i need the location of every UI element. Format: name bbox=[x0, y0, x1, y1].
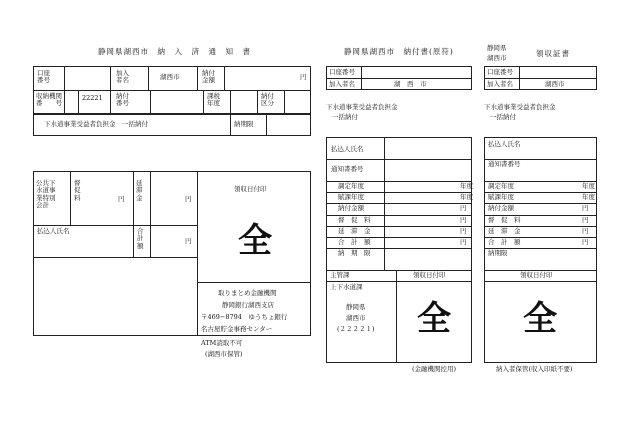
right-stamp-mark: 全 bbox=[523, 299, 557, 339]
left-payer-label: 加入 者名 bbox=[116, 69, 129, 85]
middle-row-label: 納 期 限 bbox=[338, 249, 371, 258]
middle-dept-1: 上下水道課 bbox=[330, 283, 363, 291]
middle-dept-2: 静岡県 bbox=[346, 303, 366, 311]
left-penalty-label: 督 促 料 bbox=[74, 179, 81, 202]
left-paytype-label: 納付 区分 bbox=[261, 92, 274, 108]
right-row-unit: 円 bbox=[582, 215, 589, 224]
right-stamp-label: 領収日付印 bbox=[520, 271, 553, 279]
right-city-1: 静岡県 bbox=[487, 44, 507, 52]
left-bank-1: 取りまとめ金融機関 bbox=[218, 289, 277, 297]
middle-row-label: 納付金額 bbox=[338, 204, 364, 213]
middle-payer-label: 加入者名 bbox=[329, 80, 355, 88]
left-subject: 下水道事業受益者負担金 一括納付 bbox=[44, 120, 148, 128]
left-arrears-label: 延 滞 金 bbox=[136, 179, 143, 202]
left-account-label: 口座 番号 bbox=[37, 69, 50, 85]
left-yen: 円 bbox=[300, 73, 307, 81]
left-yen-1: 円 bbox=[118, 195, 125, 203]
middle-row-label: 合 計 額 bbox=[338, 238, 371, 246]
left-total-label: 合 計 額 bbox=[137, 227, 144, 250]
middle-footer: (金融機関控用) bbox=[412, 365, 457, 373]
left-stamp-mark: 全 bbox=[238, 221, 272, 261]
middle-title: 静岡県湖西市 納付書(原符) bbox=[344, 47, 454, 56]
middle-row-unit: 円 bbox=[460, 204, 467, 213]
right-subject-1: 下水道事業受益者負担金 bbox=[484, 103, 556, 111]
middle-row-unit: 円 bbox=[460, 226, 467, 235]
left-inst-value: 22221 bbox=[82, 94, 103, 102]
middle-dept-label: 主管課 bbox=[330, 271, 350, 279]
left-payer-name-label: 払込人氏名 bbox=[37, 227, 70, 235]
middle-row-label: 賦課年度 bbox=[338, 193, 364, 202]
middle-row-label: 調定年度 bbox=[338, 182, 364, 190]
left-atm: ATM読取不可 bbox=[201, 339, 243, 347]
middle-payer-name-label: 払込人氏名 bbox=[331, 145, 364, 153]
left-payer-value: 湖西市 bbox=[160, 73, 180, 81]
right-account-label: 口座番号 bbox=[487, 68, 513, 76]
right-notice-no-label: 通知書番号 bbox=[488, 160, 521, 168]
middle-row-label: 延 滞 金 bbox=[338, 226, 371, 235]
right-row-label: 納付金額 bbox=[488, 204, 514, 213]
left-keep: (湖西市保管) bbox=[205, 350, 243, 358]
left-due-label: 納期限 bbox=[234, 120, 254, 128]
left-amount-label: 納付 金額 bbox=[202, 69, 215, 85]
left-bank-2: 静岡銀行湖西支店 bbox=[222, 301, 274, 309]
middle-dept-3: 湖西市 bbox=[346, 314, 366, 322]
middle-subject-2: 一括納付 bbox=[332, 113, 358, 121]
middle-row-label: 督 促 料 bbox=[338, 215, 371, 224]
middle-account-label: 口座番号 bbox=[329, 68, 355, 76]
left-title: 静岡県湖西市 納 入 済 通 知 書 bbox=[98, 47, 251, 56]
right-row-unit: 円 bbox=[582, 238, 589, 246]
right-row-label: 督 促 料 bbox=[488, 215, 521, 224]
right-row-label: 賦課年度 bbox=[488, 193, 514, 202]
middle-notice-no-label: 通知書番号 bbox=[331, 165, 364, 173]
middle-row-unit: 円 bbox=[460, 215, 467, 224]
left-yen-2: 円 bbox=[185, 195, 192, 203]
right-row-label: 納期限 bbox=[488, 249, 508, 258]
right-row-unit: 円 bbox=[582, 204, 589, 213]
left-category: 公共下 水道事 業特別 会計 bbox=[36, 179, 56, 210]
middle-row-unit: 年度 bbox=[460, 182, 473, 190]
right-payer-label: 加入者名 bbox=[487, 80, 513, 88]
middle-stamp-label: 領収日付印 bbox=[413, 271, 446, 279]
left-payno-label: 納付 番号 bbox=[116, 92, 129, 108]
middle-subject-1: 下水道事業受益者負担金 bbox=[326, 103, 398, 111]
right-row-unit: 年度 bbox=[582, 193, 595, 202]
left-yen-3: 円 bbox=[185, 237, 192, 245]
left-fy-label: 課税 年度 bbox=[207, 92, 220, 108]
right-subject-2: 一括納付 bbox=[490, 113, 516, 121]
right-row-unit: 年度 bbox=[582, 182, 595, 190]
left-bank-3: 〒469−8794 ゆうちょ銀行 bbox=[201, 313, 288, 321]
right-row-unit: 円 bbox=[582, 226, 589, 235]
middle-row-unit: 円 bbox=[460, 238, 467, 246]
right-row-label: 調定年度 bbox=[488, 182, 514, 190]
right-title: 領収証書 bbox=[536, 49, 570, 58]
left-bank-4: 名古屋貯金事務センター bbox=[201, 325, 273, 333]
middle-stamp-mark: 全 bbox=[417, 299, 451, 339]
middle-dept-4: (２２２２１) bbox=[337, 325, 375, 333]
right-footer: 納入者保管(収入印紙不要) bbox=[496, 365, 573, 373]
left-inst-label: 収納機関 番 号 bbox=[36, 92, 62, 108]
left-stamp-label: 領収日付印 bbox=[234, 185, 267, 193]
right-row-label: 延 滞 金 bbox=[488, 226, 521, 235]
right-payer-name-label: 払込人氏名 bbox=[488, 140, 521, 148]
middle-payer-value: 湖 西 市 bbox=[394, 80, 427, 88]
right-payer-value: 湖西市 bbox=[545, 80, 565, 88]
right-city-2: 湖西市 bbox=[487, 54, 507, 62]
right-row-label: 合 計 額 bbox=[488, 238, 521, 246]
middle-row-unit: 年度 bbox=[460, 193, 473, 202]
